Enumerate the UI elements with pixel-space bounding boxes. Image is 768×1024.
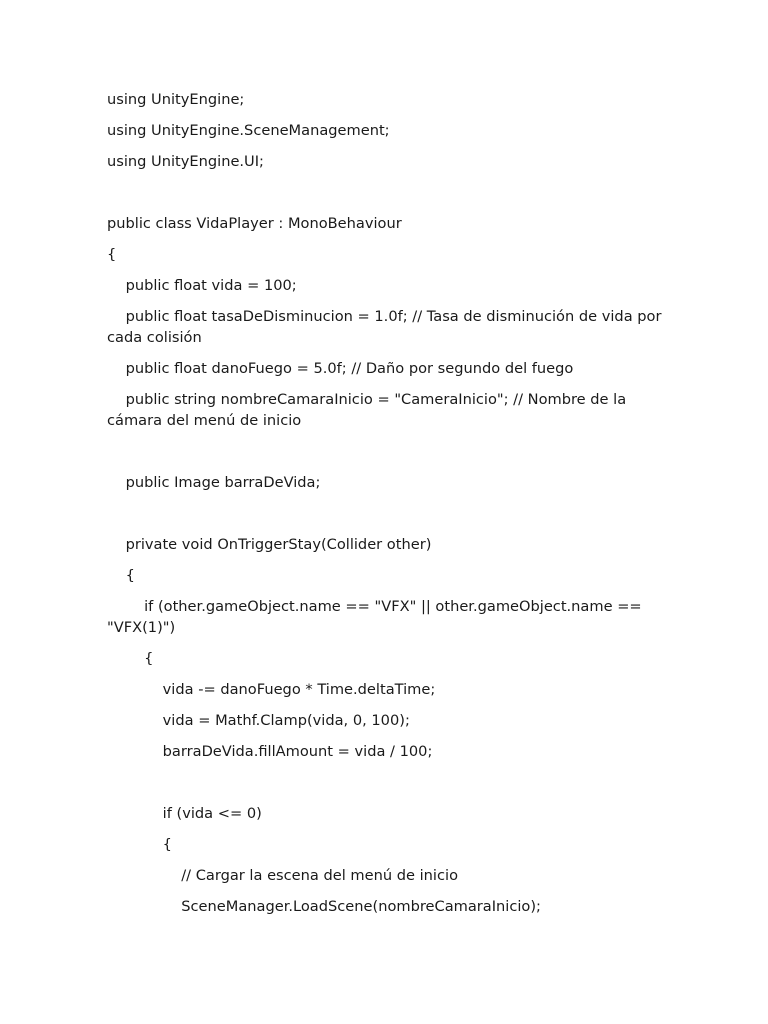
code-line: // Cargar la escena del menú de inicio <box>107 867 458 884</box>
code-line: using UnityEngine.SceneManagement; <box>107 122 390 139</box>
code-line: using UnityEngine; <box>107 91 245 108</box>
blank-line <box>107 772 667 793</box>
code-line: public float danoFuego = 5.0f; // Daño por segundo del fuego <box>107 360 574 377</box>
code-line: vida -= danoFuego * Time.deltaTime; <box>107 681 436 698</box>
code-line: { <box>107 836 172 853</box>
document-page <box>107 89 667 927</box>
code-line: barraDeVida.fillAmount = vida / 100; <box>107 743 433 760</box>
code-line: { <box>107 567 135 584</box>
code-line: { <box>107 650 154 667</box>
code-line: private void OnTriggerStay(Collider other) <box>107 536 432 553</box>
code-line: SceneManager.LoadScene(nombreCamaraInicio); <box>107 898 541 915</box>
code-line: vida = Mathf.Clamp(vida, 0, 100); <box>107 712 410 729</box>
code-line: public Image barraDeVida; <box>107 474 321 491</box>
code-line: { <box>107 246 117 263</box>
code-line: public float tasaDeDisminucion = 1.0f; // Tasa de disminución de vida por cada colisión <box>107 308 667 346</box>
blank-line <box>107 182 667 203</box>
code-line: public class VidaPlayer : MonoBehaviour <box>107 215 402 232</box>
code-line: public string nombreCamaraInicio = "CameraInicio"; // Nombre de la cámara del menú de inicio <box>107 391 631 429</box>
code-line: if (vida <= 0) <box>107 805 262 822</box>
blank-line <box>107 441 667 462</box>
blank-line <box>107 503 667 524</box>
code-line: if (other.gameObject.name == "VFX" || other.gameObject.name == "VFX(1)") <box>107 598 647 636</box>
code-line: using UnityEngine.UI; <box>107 153 264 170</box>
code-line: public float vida = 100; <box>107 277 297 294</box>
